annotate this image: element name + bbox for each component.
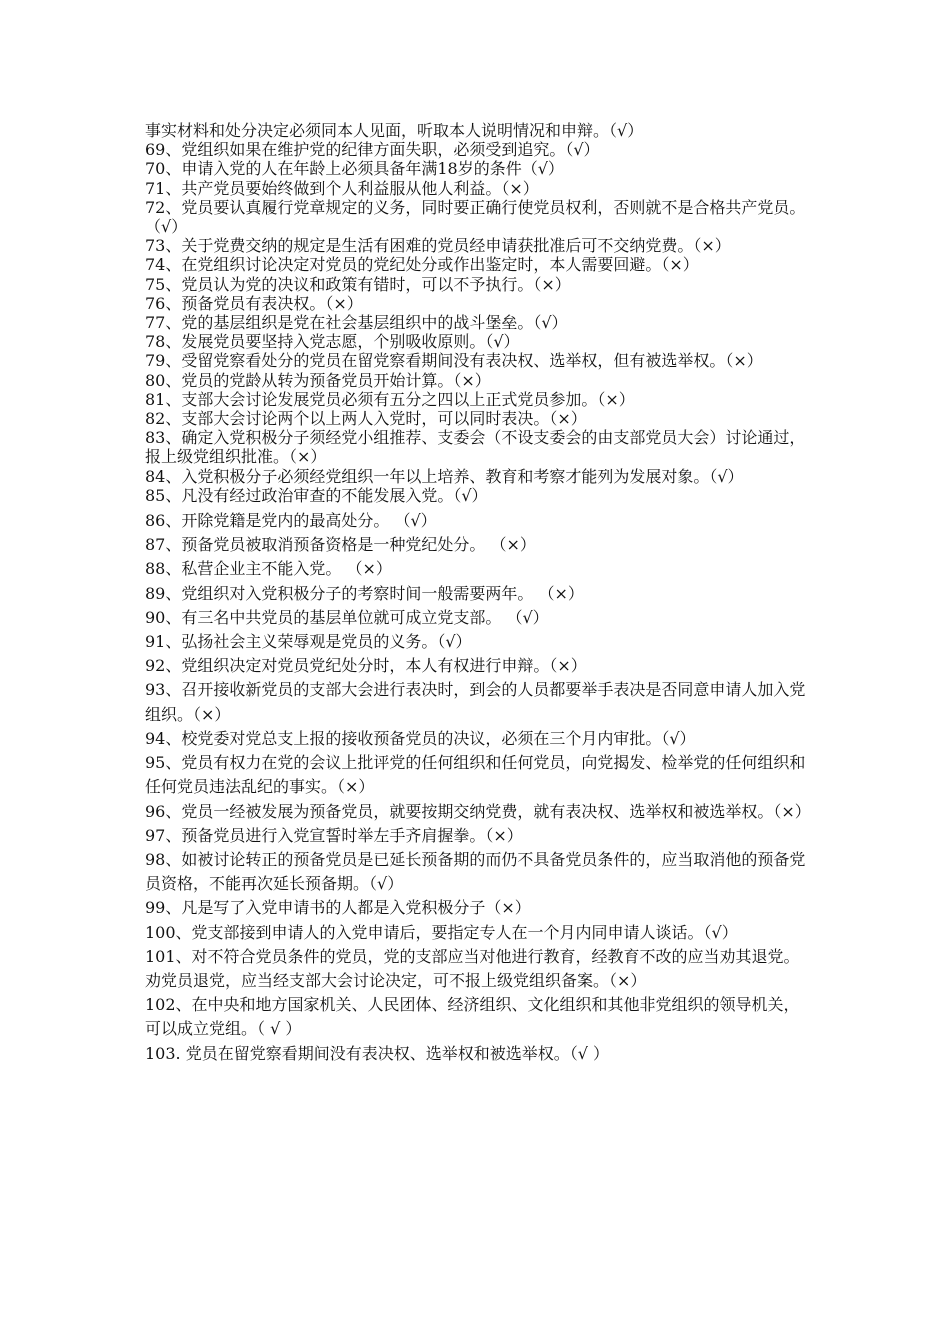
statement-item: 85、凡没有经过政治审查的不能发展入党。（√） (145, 485, 488, 505)
statement-item: 82、支部大会讨论两个以上两人入党时，可以同时表决。（×） (145, 409, 587, 429)
statement-item: 73、关于党费交纳的规定是生活有困难的党员经申请获批准后可不交纳党费。（×） (145, 236, 731, 256)
statement-item: 91、弘扬社会主义荣辱观是党员的义务。（√） (145, 632, 472, 652)
statement-item: 89、党组织对入党积极分子的考察时间一般需要两年。 （×） (145, 583, 584, 603)
statement-item: 69、党组织如果在维护党的纪律方面失职，必须受到追究。（√） (145, 140, 600, 160)
statement-item: 94、校党委对党总支上报的接收预备党员的决议，必须在三个月内审批。（√） (145, 728, 696, 748)
statement-item: 78、发展党员要坚持入党志愿，个别吸收原则。（√） (145, 332, 520, 352)
statement-item: 88、私营企业主不能入党。 （×） (145, 559, 392, 579)
statement-item: 70、申请入党的人在年龄上必须具备年满18岁的条件（√） (145, 159, 564, 179)
statement-item: 93、召开接收新党员的支部大会进行表决时，到会的人员都要举手表决是否同意申请人加入党组织。（×） (145, 680, 806, 724)
statement-item: 103. 党员在留党察看期间没有表决权、选举权和被选举权。（√ ） (145, 1043, 609, 1063)
statement-list-spaced (145, 509, 813, 1066)
statement-item: 96、党员一经被发展为预备党员，就要按期交纳党费，就有表决权、选举权和被选举权。（×） (145, 801, 811, 821)
statement-item: 76、预备党员有表决权。（×） (145, 293, 363, 313)
statement-item: 99、凡是写了入党申请书的人都是入党积极分子（×） (145, 898, 531, 918)
statement-item: 事实材料和处分决定必须同本人见面，听取本人说明情况和申辩。（√） (145, 121, 644, 140)
statement-item: 80、党员的党龄从转为预备党员开始计算。（×） (145, 370, 491, 390)
statement-item: 102、在中央和地方国家机关、人民团体、经济组织、文化组织和其他非党组织的领导机关，可以成立党组。（ √ ） (145, 995, 800, 1039)
document-body (145, 121, 813, 1066)
statement-item: 81、支部大会讨论发展党员必须有五分之四以上正式党员参加。（×） (145, 389, 635, 409)
statement-item: 75、党员认为党的决议和政策有错时，可以不予执行。（×） (145, 274, 571, 294)
statement-item: 83、确定入党积极分子须经党小组推荐、支委会（不设支委会的由支部党员大会）讨论通过，报上级党组织批准。（×） (145, 428, 806, 467)
statement-item: 97、预备党员进行入党宣誓时举左手齐肩握拳。（×） (145, 825, 523, 845)
statement-list-compact (145, 121, 813, 505)
statement-item: 72、党员要认真履行党章规定的义务，同时要正确行使党员权利，否则就不是合格共产党员。（√） (145, 197, 806, 237)
statement-item: 86、开除党籍是党内的最高处分。 （√） (145, 511, 437, 531)
statement-item: 98、如被讨论转正的预备党员是已延长预备期的而仍不具备党员条件的，应当取消他的预备党员资格，不能再次延长预备期。（√） (145, 849, 806, 894)
statement-item: 101、对不符合党员条件的党员，党的支部应当对他进行教育，经教育不改的应当劝其退党。劝党员退党，应当经支部大会讨论决定，可不报上级党组织备案。（×） (145, 946, 800, 990)
statement-item: 77、党的基层组织是党在社会基层组织中的战斗堡垒。（√） (145, 313, 568, 333)
statement-item: 95、党员有权力在党的会议上批评党的任何组织和任何党员，向党揭发、检举党的任何组织和任何党员违法乱纪的事实。（×） (145, 753, 806, 797)
statement-item: 71、共产党员要始终做到个人利益服从他人利益。（×） (145, 178, 539, 198)
statement-item: 84、入党积极分子必须经党组织一年以上培养、教育和考察才能列为发展对象。（√） (145, 466, 744, 486)
statement-item: 92、党组织决定对党员党纪处分时，本人有权进行申辩。（×） (145, 656, 587, 676)
statement-item: 90、有三名中共党员的基层单位就可成立党支部。 （√） (145, 607, 549, 627)
statement-item: 79、受留党察看处分的党员在留党察看期间没有表决权、选举权，但有被选举权。（×） (145, 351, 763, 371)
statement-item: 87、预备党员被取消预备资格是一种党纪处分。 （×） (145, 535, 536, 555)
statement-item: 100、党支部接到申请人的入党申请后，要指定专人在一个月内同申请人谈话。（√） (145, 922, 738, 942)
statement-item: 74、在党组织讨论决定对党员的党纪处分或作出鉴定时，本人需要回避。（×） (145, 255, 699, 275)
